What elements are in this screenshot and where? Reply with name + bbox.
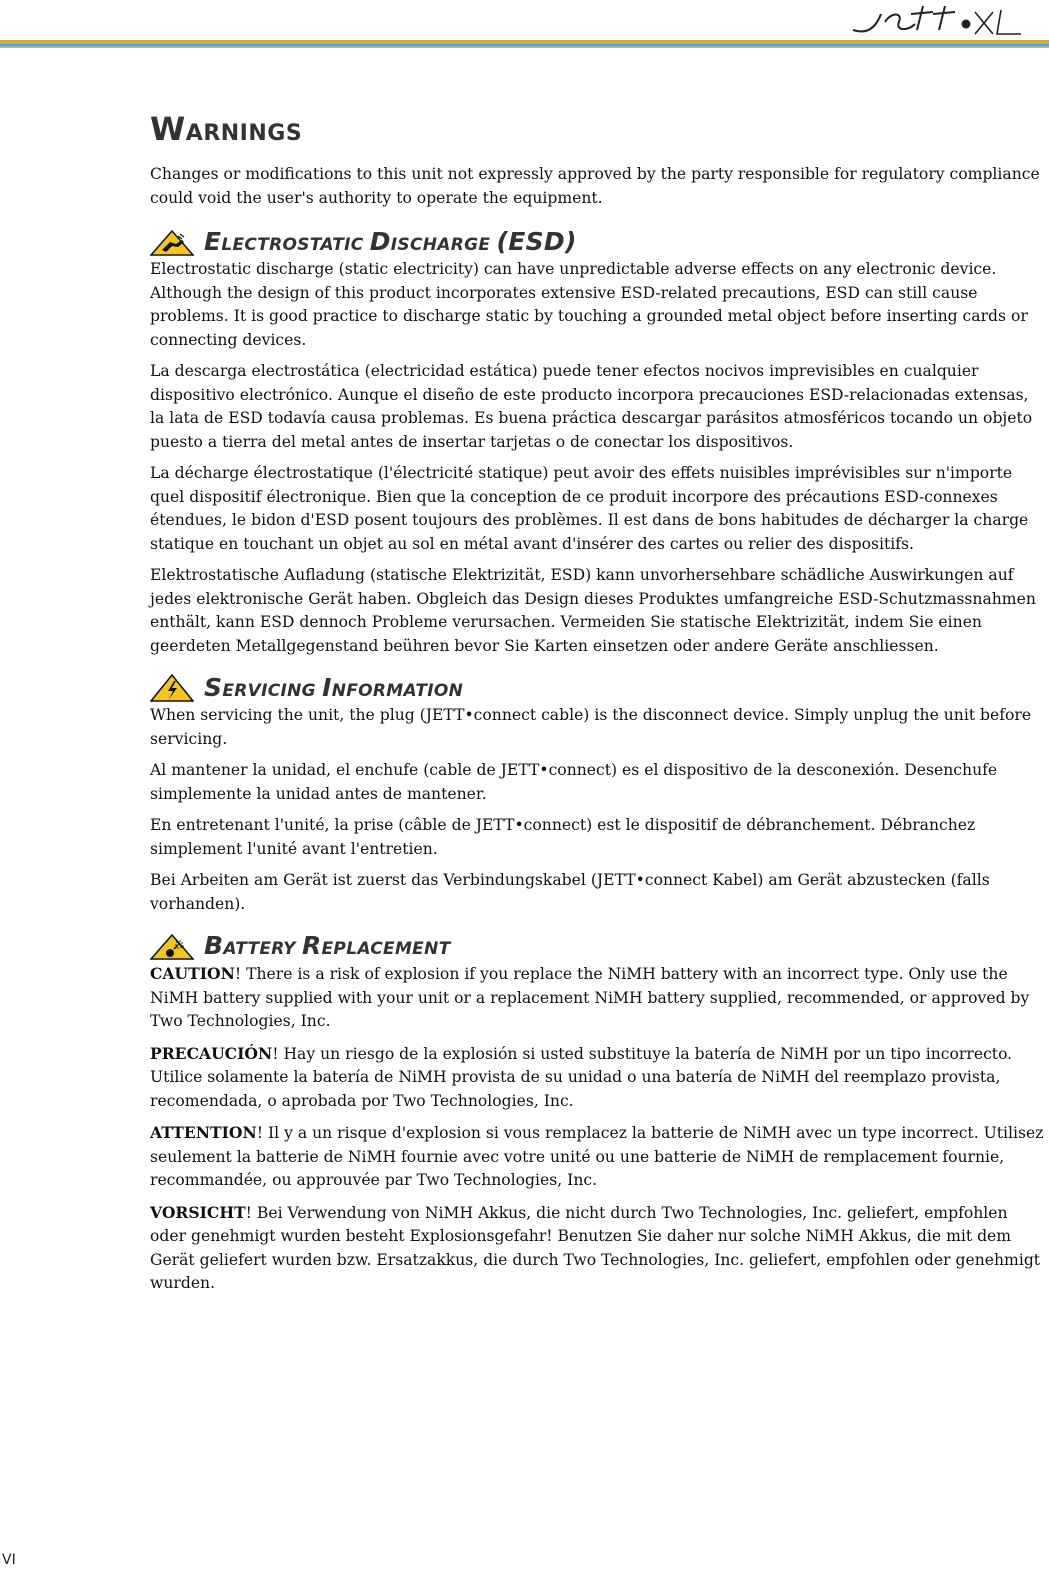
- battery-paragraph-en: CAUTION! There is a risk of explosion if you replace the NiMH battery with an incorrect type. Only use the NiMH battery supplied with your unit or a replacement NiMH battery supplied, recommended, or approved by Two Technologies, Inc.: [150, 964, 1030, 1030]
- battery-paragraph-fr: ATTENTION! Il y a un risque d'explosion si vous remplacez la batterie de NiMH avec un type incorrect. Utilisez seulement la batterie de NiMH fournie avec votre unité ou une batterie de NiMH de remplacement fournie, recommandée, ou approuvée par Two Technologies, Inc.: [150, 1123, 1044, 1189]
- esd-paragraph-es: La descarga electrostática (electricidad estática) puede tener efectos nocivos imprevisibles en cualquier dispositivo electrónico. Aunque el diseño de este producto incorpora precauciones ESD-relacionadas extensas, la lata de ESD todavía causa problemas. Es buena práctica descargar parásitos atmosféricos tocando un objeto puesto a tierra del metal antes de insertar tarjetas o de conectar los dispositivos.: [150, 362, 1033, 451]
- intro-paragraph: Changes or modifications to this unit not expressly approved by the party responsible for regulatory compliance could void the user's authority to operate the equipment.: [150, 165, 1040, 207]
- battery-paragraph-es: PRECAUCIÓN! Hay un riesgo de la explosión si usted substituye la batería de NiMH por un tipo incorrecto. Utilice solamente la batería de NiMH provista de su unidad o una batería de NiMH del reemplazo provista, recomendada, o aprobada por Two Technologies, Inc.: [150, 1043, 1013, 1110]
- servicing-paragraph-en: When servicing the unit, the plug (JETT•connect cable) is the disconnect device. Simply unplug the unit before servicing.: [150, 706, 1032, 748]
- servicing-paragraph-de: Bei Arbeiten am Gerät ist zuerst das Verbindungskabel (JETT•connect Kabel) am Gerät abzustecken (falls vorhanden).: [150, 871, 990, 913]
- esd-section-heading: [150, 222, 1045, 258]
- esd-paragraph-en: Electrostatic discharge (static electricity) can have unpredictable adverse effects on any electronic device. Although the design of this product incorporates extensive ESD-related precautions, ESD can still cause problems. It is good practice to discharge static by touching a grounded metal object before inserting cards or connecting devices.: [150, 260, 1028, 349]
- jett-xl-logo: [845, 0, 1035, 40]
- esd-warning-icon: [150, 230, 194, 256]
- page-title: WARNINGS: [150, 110, 303, 148]
- stripe-gray: [0, 46, 1049, 48]
- servicing-section-heading: [150, 668, 1045, 704]
- esd-paragraph-de: Elektrostatische Aufladung (statische Elektrizität, ESD) kann unvorhersehbare schädliche Auswirkungen auf jedes elektronische Gerät haben. Obgleich das Design dieses Produktes umfangreiche ESD-Schutzmassnahmen enthält, kann ESD dennoch Probleme verursachen. Vermeiden Sie statische Elektrizität, indem Sie einen geerdeten Metallgegenstand beühren bevor Sie Karten einsetzen oder andere Geräte anschliessen.: [150, 566, 1036, 655]
- high-voltage-warning-icon: [150, 674, 194, 702]
- header-stripes: [0, 40, 1049, 48]
- battery-paragraph-de: VORSICHT! Bei Verwendung von NiMH Akkus, die nicht durch Two Technologies, Inc. geliefert, empfohlen oder genehmigt wurden besteht Explosionsgefahr! Benutzen Sie daher nur solche NiMH Akkus, die mit dem Gerät geliefert wurden bzw. Ersatzakkus, die durch Two Technologies, Inc. geliefert, empfohlen oder genehmigt wurden.: [150, 1202, 1041, 1292]
- battery-section-heading: [150, 926, 1045, 962]
- explosion-warning-icon: [150, 934, 194, 960]
- esd-paragraph-fr: La décharge électrostatique (l'électricité statique) peut avoir des effets nuisibles imprévisibles sur n'importe quel dispositif électronique. Bien que la conception de ce produit incorpore des précautions ESD-connexes étendues, le bidon d'ESD posent toujours des problèmes. Il est dans de bons habitudes de décharger la charge statique en touchant un objet au sol en métal avant d'insérer des cartes ou relier des dispositifs.: [150, 464, 1029, 553]
- servicing-section-title: SERVICING INFORMATION: [204, 673, 464, 702]
- esd-section-title: ELECTROSTATIC DISCHARGE (ESD): [204, 227, 577, 256]
- document-body: [150, 112, 1045, 1304]
- servicing-paragraph-es: Al mantener la unidad, el enchufe (cable de JETT•connect) es el dispositivo de la desconexión. Desenchufe simplemente la unidad antes de mantener.: [150, 761, 998, 803]
- page-number: VI: [2, 1552, 16, 1568]
- servicing-paragraph-fr: En entretenant l'unité, la prise (câble de JETT•connect) est le dispositif de débranchement. Débranchez simplement l'unité avant l'entretien.: [150, 816, 976, 858]
- battery-section-title: BATTERY REPLACEMENT: [204, 931, 451, 960]
